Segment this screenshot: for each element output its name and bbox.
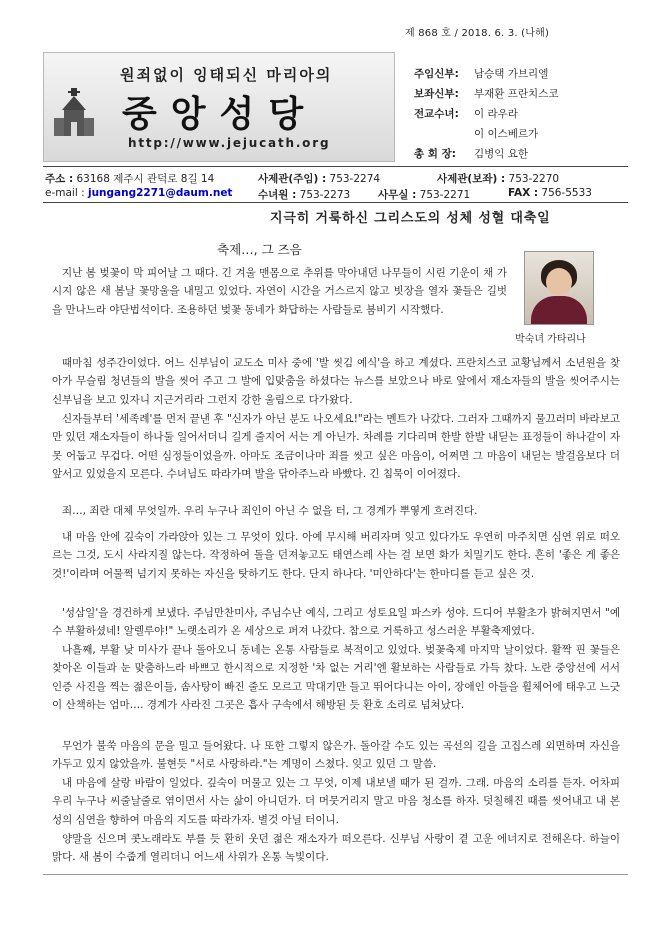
divider [43, 166, 628, 167]
article-paragraph: 양말을 신으며 콧노래라도 부를 듯 환히 웃던 젊은 재소자가 떠오른다. 신부님 사랑이 곁 고운 에너지로 전해온다. 하늘이 맑다. 새 봄이 수줍게 열리더니 어느새 사위가 온통 녹빛이다. [52, 833, 620, 864]
staff-role: 보좌신부: [414, 88, 459, 100]
staff-role: 총 회 장: [414, 148, 456, 160]
staff-row [414, 66, 548, 81]
article-paragraph: 내 마음에 살랑 바람이 일었다. 깊숙이 머물고 있는 그 무엇, 이제 내보낼 때가 된 걸까. 그래. 마음의 소리를 듣자. 어차피 우리 누구나 씨줄날줄로 엮이면서 사는 삶이 아니던가. 더 머뭇거리지 말고 마음 청소를 하자. 덧칠해진 때를 씻어내고 내 본성의 심연을 향하여 마음의 지도를 따라가자. 별것 아닐 터이니. [52, 777, 620, 826]
staff-row [414, 86, 558, 101]
feast-title: 지극히 거룩하신 그리스도의 성체 성혈 대축일 [270, 211, 551, 226]
article-paragraph: '성삼일'을 경건하게 보냈다. 주님만찬미사, 주님수난 예식, 그리고 성토요일 파스카 성야. 드디어 부활초가 밝혀지면서 "예수 부활하셨네! 알렐루야!" 노랫소리가 온 세상으로 퍼져 나갔다. 참으로 거룩하고 성스러운 부활축제였다. [52, 607, 620, 638]
convent-phone: 수녀원 : 753-2273 [258, 189, 351, 201]
rectory-assist-phone: 사제관(보좌) : 753-2270 [437, 173, 560, 185]
website-link[interactable]: http://www.jejucath.org [128, 136, 331, 150]
divider [43, 202, 628, 203]
staff-role: 주임신부: [414, 68, 459, 80]
rectory-main-phone: 사제관(주임) : 753-2274 [258, 173, 381, 185]
email-link[interactable]: jungang2271@daum.net [87, 187, 233, 199]
author-caption: 박숙녀 가타리나 [515, 334, 586, 345]
staff-name: 이 이스베르가 [474, 128, 539, 140]
staff-row [414, 106, 518, 121]
footer-divider [43, 874, 628, 875]
masthead-title: 중앙성당 [122, 94, 318, 135]
staff-row [414, 126, 538, 141]
article-paragraph: 나흘째, 부활 낮 미사가 끝나 돌아오니 동네는 온통 사람들로 북적이고 있었다. 벚꽃축제 마지막 날이었다. 활짝 핀 꽃들은 찾아온 이들과 눈 맞춤하느라 바쁘고 한시적으로 지정한 '차 없는 거리'엔 활보하는 사람들로 가득 찼다. 노란 중앙선에 서서 인증 사진을 찍는 젊은이들, 솜사탕이 빠진 줄도 모르고 막대기만 들고 뛰어다니는 아이, 장애인 아들을 휠체어에 태우고 느긋이 산책하는 엄마…. 경계가 사라진 그곳은 흡사 구속에서 해방된 듯 환호 소리로 넘쳐났다. [52, 644, 620, 712]
staff-row [414, 146, 528, 161]
article-paragraph: 내 마음 안에 깊숙이 가라앉아 있는 그 무엇이 있다. 아예 무시해 버리자며 잊고 있다가도 우연히 마주치면 심연 위로 떠오르는 그것, 도시 사라지질 않는다. 작정하여 돌을 던져놓고도 태연스레 사는 걸 보면 화가 치밀기도 한다. 흔히 '좋은 게 좋은 것!'이라며 어물쩍 넘기지 못하는 자신을 탓하기도 한다. 단지 하나다. '미안하다'는 한마디를 듣고 싶은 것. [52, 531, 620, 580]
article-paragraph: 때마침 성주간이었다. 어느 신부님이 교도소 미사 중에 '발 씻김 예식'을 하고 계셨다. 프란치스코 교황님께서 소년원을 찾아가 무슬림 청년들의 발을 씻어 주고 그 발에 입맞춤을 하셨다는 뉴스를 보았으나 바로 앞에서 재소자들의 발을 씻어주시는 신부님을 보고 있자니 지근거리라 그런지 강한 울림으로 다가왔다. [52, 357, 620, 406]
office-phone: 사무실 : 753-2271 [378, 189, 471, 201]
address: 주소 : 63168 제주시 관덕로 8길 14 [45, 173, 215, 185]
staff-name: 남승택 가브리엘 [474, 68, 549, 80]
author-photo [524, 251, 594, 325]
staff-name: 부재환 프란치스코 [474, 88, 559, 100]
article-paragraph: 지난 봄 벚꽃이 막 피어날 그 때다. 긴 겨울 맨몸으로 추위를 막아내던 나무들이 시린 기운이 채 가시지 않은 새 봄날 꽃망울을 내밀고 있었다. 자연이 시간을 거스르지 않고 빗장을 열자 꽃들은 길벗을 만나느라 야단법석이다. 조용하던 벚꽃 동네가 화답하는 사람들로 붐비기 시작했다. [52, 267, 507, 316]
article-paragraph: 죄…, 죄란 대체 무엇일까. 우리 누구나 죄인이 아닌 수 없을 터, 그 경계가 뿌옇게 흐려진다. [62, 505, 478, 517]
fax: FAX : 756-5533 [508, 187, 592, 199]
church-icon [52, 88, 96, 138]
staff-name: 김병익 요한 [474, 148, 529, 160]
staff-name: 이 라우라 [474, 108, 518, 120]
issue-number: 제 868 호 / 2018. 6. 3. (나해) [405, 28, 550, 39]
masthead-subtitle: 원죄없이 잉태되신 마리아의 [120, 66, 333, 84]
email: e-mail : jungang2271@daum.net [45, 187, 233, 199]
article-title: 축제…, 그 즈음 [217, 242, 302, 257]
article-paragraph: 신자들부터 '세족례'를 먼저 끝낸 후 "신자가 아닌 분도 나오세요!"라는 멘트가 나갔다. 그러자 그때까지 물끄러미 바라보고만 있던 재소자들이 하나둘 일어서더니 길게 줄지어 서는 게 아닌가. 차례를 기다리며 한발 한발 내딛는 표정들이 하나같이 자못 어둡고 무겁다. 어떤 심정들이었을까. 아마도 조금이나마 죄를 씻고 싶은 마음이, 어쩌면 그 마음이 내딛는 발걸음보다 더 앞서고 있었을지 모른다. 수녀님도 따라가며 발을 닦아주느라 바빴다. 긴 침묵이 이어졌다. [52, 413, 620, 481]
staff-role: 전교수녀: [414, 108, 459, 120]
article-paragraph: 무언가 불쑥 마음의 문을 밀고 들어왔다. 나 또한 그렇지 않은가. 돌아갈 수도 있는 곡선의 길을 고집스레 외면하며 자신을 가두고 있지 않았을까. 불현듯 "서로 사랑하라."는 계명이 스쳤다. 잊고 있던 그 말씀. [52, 740, 620, 771]
